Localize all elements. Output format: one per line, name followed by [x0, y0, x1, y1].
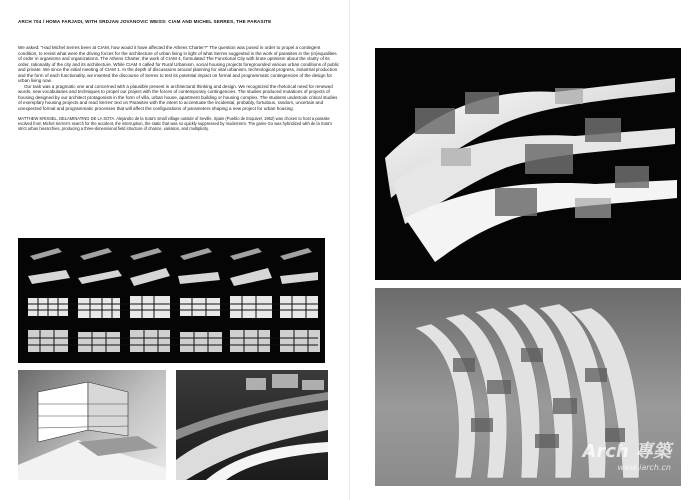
layered-slabs-drawing [375, 48, 681, 280]
paragraph-1: We asked: "Had Michel Serres been at CIAM, how would it have affected the Athens Charter?" The question was posed in order to propel a contingent condition, to revisit what were the driving forces for the architecture of urban living in light of what Serres suggested is the work of parasites in the (in)equalities of order in organisms and organizations. The Athens Charter, the work of CIAM 4, formulated The Functional City with brute optimism about the clarity of its order, rationality of the city and its architecture. While CIAM 4 called for Rural Urbanism, social housing projects foregrounded various urban conditions of public and private. We since the initial meeting of CIAM 1. In the depth of discussions around planning for vital urbanism, technological progress, industrial production and the form of each functionality, we inserted the discourse of Serres to test its potential impact on formal and programmatic contingencies of the design for urban living now. [18, 45, 340, 84]
figure-caption: MATTHEW KRISSEL, DELAMINATING DE LA SOTA. Alejandro de la Sota's small village outside of Seville, Spain (Pueblo de Esquivel, 1952) was chosen to host a parasite evolved from Michel Serres's search for the accident, the interruption, the static that was so quickly suppressed by modernism. The game Go was hybridized with de la Sota's strict urban hierarchies, producing a three-dimensional field structure of chance, variation, and multiplicity. [18, 115, 333, 131]
body-text [18, 45, 340, 131]
aerial-render-image [176, 370, 328, 480]
axonometric-model-drawing [18, 370, 166, 480]
aerial-render-drawing [176, 370, 328, 480]
right-page [350, 0, 700, 500]
model-studies-grid-image [18, 238, 325, 363]
woven-field-render-image [375, 288, 681, 486]
axonometric-model-image [18, 370, 166, 480]
watermark-brand: Arch 專築 [582, 441, 671, 462]
layered-slabs-render-image [375, 48, 681, 280]
watermark-url: www.iarch.cn [617, 463, 671, 472]
page-header: ARCH 704 / HOMA FARJADI, WITH SRDJAN JOVANOVIC WEISS: CIAM AND MICHEL SERRES, THE PARASITE [18, 19, 272, 24]
watermark [582, 437, 671, 472]
paragraph-2: Our task was a pragmatic one and concerned with a plausible present in architectural thinking and design. We recognized the rhetorical need for renewed words, new vocabularies and techniques to propel our project with the forces of contemporary contingencies. The studies produced mutations of projects of housing designed by our architect protagonists in the form of villa, urban house, apartment building or housing complex. The students undertook critical studies of exemplary housing projects and read Serres' text on Parasites with the intent to accentuate the incidental, probably, fortuitous, random, uncertain and unexpected formal and programmatic processes that will affect the configurations of parameters shaping a new project for urban housing. [18, 83, 338, 112]
model-studies-drawing [18, 238, 325, 363]
